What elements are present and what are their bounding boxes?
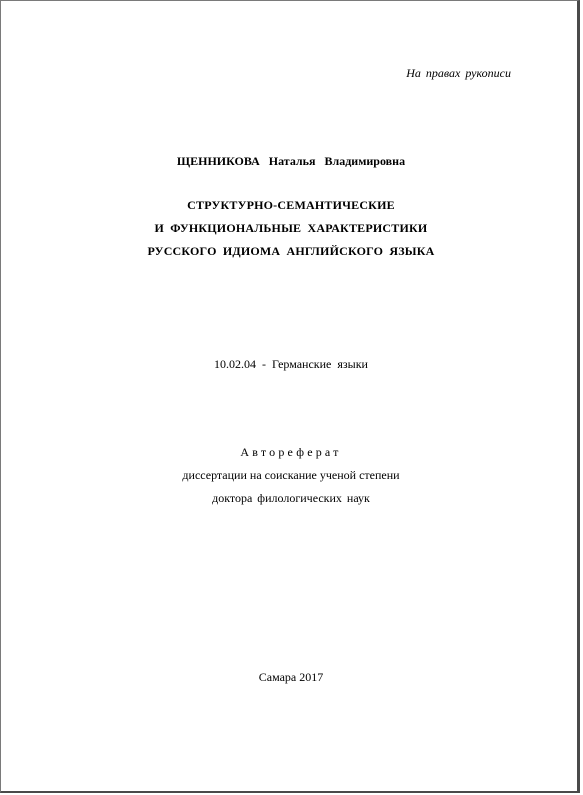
author-name: ЩЕННИКОВА Наталья Владимировна [176, 154, 406, 168]
title-line-1: СТРУКТУРНО-СЕМАНТИЧЕСКИЕ [187, 198, 395, 212]
title-line-2: И ФУНКЦИОНАЛЬНЫЕ ХАРАКТЕРИСТИКИ [154, 221, 428, 235]
abstract-label: Автореферат [240, 445, 342, 459]
place-year: Самара 2017 [258, 670, 324, 684]
degree-line-2: доктора филологических наук [212, 491, 370, 505]
rights-note: На правах рукописи [406, 66, 511, 80]
specialty-code: 10.02.04 - Германские языки [214, 357, 368, 371]
degree-line-1: диссертации на соискание ученой степени [182, 468, 400, 482]
title-line-3: РУССКОГО ИДИОМА АНГЛИЙСКОГО ЯЗЫКА [147, 244, 435, 258]
